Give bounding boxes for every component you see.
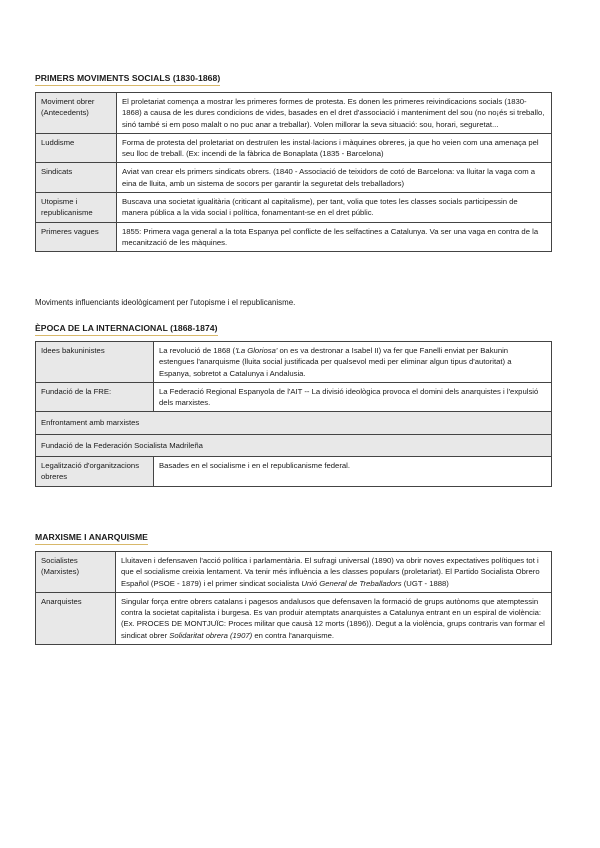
row-label: Anarquistes (36, 592, 116, 644)
table-row (36, 434, 552, 456)
section-title-text: PRIMERS MOVIMENTS SOCIALS (1830-1868) (35, 73, 221, 83)
table-row (36, 552, 552, 593)
section-title-text: ÈPOCA DE LA INTERNACIONAL (1868-1874) (35, 323, 218, 333)
table-row (36, 222, 552, 252)
table-row (36, 412, 552, 434)
row-full: Fundació de la Federación Socialista Madrileña (36, 434, 552, 456)
section-title-text: MARXISME I ANARQUISME (35, 532, 148, 542)
row-label: Luddisme (36, 133, 117, 163)
section-title-primers-moviments (35, 73, 220, 83)
row-full: Enfrontament amb marxistes (36, 412, 552, 434)
row-label: Fundació de la FRE: (36, 382, 154, 412)
title-underline (35, 335, 218, 336)
table-row (36, 193, 552, 223)
table-row (36, 457, 552, 487)
row-text: Forma de protesta del proletariat on destruïen les instal·lacions i màquines obreres, ja que ho veien com una amenaça pel seu lloc de treball. (Ex: incendi de la fàbrica de Bonaplata (1835 - Barcelona) (117, 133, 552, 163)
row-label: Idees bakuninistes (36, 342, 154, 383)
table-primers-moviments (35, 92, 552, 252)
table-marxisme-anarquisme (35, 551, 552, 645)
row-text: El proletariat comença a mostrar les primeres formes de protesta. Es donen les primeres reivindicacions socials (1830-1868) a causa de les dures condicions de vides, basades en el dret d'associació i manteniment del sou (no no¡és si treballo, sinó també si em poso malalt o no puc anar a treballar). Volen millorar la seva situació: sou, horari, seguretat... (117, 93, 552, 134)
row-label: Primeres vagues (36, 222, 117, 252)
table-row (36, 133, 552, 163)
row-text: Aviat van crear els primers sindicats obrers. (1840 - Associació de teixidors de cotó de Barcelona: va lluitar la vaga com a eina de lluita, amb un sistema de socors per garantir la seguretat dels treballadors) (117, 163, 552, 193)
table-internacional (35, 341, 552, 487)
emphasis-text: Unió General de Treballadors (301, 578, 402, 588)
table-row (36, 592, 552, 644)
title-underline (35, 544, 148, 545)
section-note: Moviments influenciants ideològicament per l'utopisme i el republicanisme. (35, 298, 296, 307)
row-label: Socialistes (Marxistes) (36, 552, 116, 593)
row-label: Moviment obrer (Antecedents) (36, 93, 117, 134)
emphasis-text: Solidaritat obrera (1907) (169, 630, 253, 640)
row-text: La Federació Regional Espanyola de l'AIT -- La divisió ideològica provoca el domini dels anarquistes i l'expulsió dels marxistes. (154, 382, 552, 412)
table-row (36, 382, 552, 412)
row-text: Lluitaven i defensaven l'acció política i parlamentària. El sufragi universal (1890) va obrir noves expectatives polítiques tot i que el socialisme creixia lentament. Va tenir més influència a les classes populars (proletariat). El Partido Socialista Obrero Español (PSOE - 1879) i el primer sindicat socialista Unió General de Treballadors (UGT - 1888) (116, 552, 552, 593)
row-label: Sindicats (36, 163, 117, 193)
row-label: Legalització d'organitzacions obreres (36, 457, 154, 487)
row-label: Utopisme i republicanisme (36, 193, 117, 223)
table-row (36, 163, 552, 193)
section-title-marxisme-anarquisme (35, 532, 148, 542)
row-text: 1855: Primera vaga general a la tota Espanya pel conflicte de les selfactines a Catalunya. Va ser una vaga en contra de la mecanització de les màquines. (117, 222, 552, 252)
table-row (36, 342, 552, 383)
emphasis-text: 'La Gloriosa' (235, 346, 278, 355)
table-row (36, 93, 552, 134)
row-text: La revolució de 1868 ('La Gloriosa' on es va destronar a Isabel II) va fer que Fanelli enviat per Bakunin estengues l'anarquisme (lluita social justificada per qualsevol medi per eliminar algun tipus d'autoritat) a Espanya, sobretot a Catalunya i Andalusia. (154, 342, 552, 383)
section-title-internacional (35, 323, 218, 333)
row-text: Singular força entre obrers catalans i pagesos andalusos que defensaven la formació de grups autònoms que atemptessin contra la societat capitalista i burgesa. Es van produir atemptats anarquistes a Catalunya entrant en un espiral de violència: (Ex. PROCES DE MONTJUÏC: Proces militar que causà 12 morts (1896)). Degut a la violència, grups contraris van formar el sindicat obrer Solidaritat obrera (1907) en contra l'anarquisme. (116, 592, 552, 644)
title-underline (35, 85, 220, 86)
row-text: Basades en el socialisme i en el republicanisme federal. (154, 457, 552, 487)
row-text: Buscava una societat igualitària (criticant al capitalisme), per tant, volia que totes les classes socials participessin de manera pública a la vida social i política, fonamentant-se en el dret públic. (117, 193, 552, 223)
